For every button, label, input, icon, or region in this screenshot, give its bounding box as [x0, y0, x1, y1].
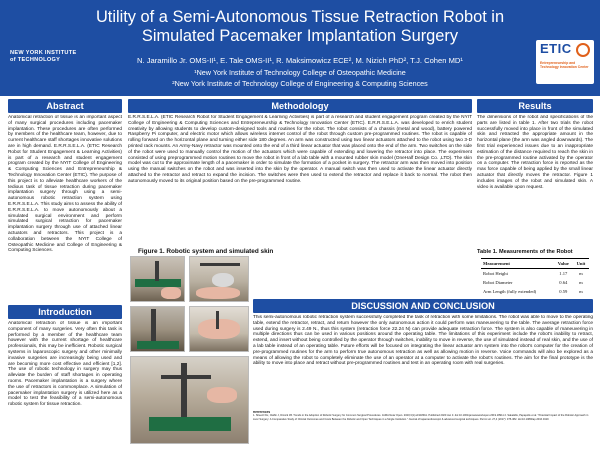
- robot-actuator: [155, 261, 159, 281]
- skin-model: [196, 287, 240, 299]
- methodology-heading: Methodology: [128, 99, 472, 113]
- robot-photo-2: [189, 256, 249, 302]
- abstract-text: Anatomical retraction of tissue is an important aspect of many surgical procedures including pacemaker implantation. These procedures are often performed by members of the healthcare team, however, due to current healthcare staff shortages innovative solutions are in high demand. E.R.R.S.E.L.A. (ETIC Research Robot for Student Engagement & Learning Activities) is part of a research and student engagement program created by the NYIT College of Engineering & Computing Sciences and Entrepreneurship & Technology Innovation Center (ETIC). The purpose of this project is to alleviate healthcare workers of the tedious task of tissue retraction during pacemaker implantation surgery through using a semi-autonomous robotic retraction system using E.R.R.S.E.L.A. This study aims to assess the ability of E.R.R.S.E.L.A. to move autonomously about a simulated surgical environment and perform simulated surgical retraction for pacemaker implantation surgery through use of attached linear actuators and retractors. This project is a collaboration between the NYIT College of Osteopathic Medicine and College of Engineering & Computing Sciences.: [8, 115, 122, 254]
- skin-model: [207, 387, 237, 403]
- etic-logo-mark: [576, 43, 590, 57]
- table-cell: Robot Diameter: [483, 280, 513, 285]
- etic-logo: [536, 40, 594, 84]
- logo-line-2: of TECHNOLOGY: [10, 57, 61, 63]
- poster-title: Utility of a Semi-Autonomous Tissue Retraction Robot in Simulated Pacemaker Implantation Surgery: [95, 8, 505, 45]
- operator-hand: [212, 273, 234, 287]
- table-cell: m: [579, 271, 583, 276]
- results-text: The dimensions of the robot and specifications of the parts are listed in table 1. After two trials the robot successfully moved into place in front of the simulated skin and retracted the appropriate amount in the horizontal plane (the arm was angled downwards). The first trial experienced issues due to an inappropriate estimation of the distance required to reach the skin in the pre-programmed routine activated by the operator on a computer. The retraction force is reported as the max force capable of being applied by the small linear actuator that directly moves the retractor. Figure 1 includes images of the robot and simulated skin. A video is available upon request.: [477, 115, 593, 190]
- table-row: [481, 269, 589, 279]
- results-heading: Results: [477, 99, 593, 113]
- introduction-text: Anatomical retraction of tissue is an important component of many surgeries. Very often this task is performed by a member of the healthcare team however with the current shortage of healthcare professionals, this may be inefficient. Robotic surgical systems in laparoscopic surgery and other minimally invasive surgeries are increasingly being used and are becoming more cost effective and efficient [1,2]. The use of robotic technology in surgery may thus alleviate the burden of staff shortages in operating rooms. Pacemaker implantation is a surgery where the use of retractors is commonplace. A simulation of pacemaker implantation surgery is utilized here as a model to test the feasibility of a semi-autonomous robotic system for tissue retraction.: [8, 321, 122, 408]
- table-cell: Arm Length (fully extended): [483, 289, 537, 294]
- author-list: N. Jaramillo Jr. OMS-II¹, E. Tale OMS-II¹, R. Maksimowicz ECE², M. Nizich PhD², T.J. Cohen MD¹: [137, 56, 463, 65]
- etic-logo-subtitle: Entrepreneurship and Technology Innovation Center: [540, 61, 589, 70]
- table-header-row: [481, 259, 589, 269]
- abstract-heading: Abstract: [8, 99, 122, 113]
- methodology-text: E.R.R.S.E.L.A. (ETIC Research Robot for Student Engagement & Learning Activities) is part of a research and student engagement program created by the NYIT College of Engineering & Computing Sciences and Entrepreneurship & Technology Innovation Center (ETIC). E.R.R.S.E.L.A. was developed to enrich student creativity by allowing students to develop custom-designed tools and routines for the robot. The robot consists of a chassis (metal and wood), battery powered Raspberry Pi computer, and electric motor which allows wireless internet control of the robot through custom pre-programmed routines. The robot is capable of rolling forward on the horizontal plane and turning either side 180 degrees. An arm was constructed using two linear actuators attached to the robot using two 3-D printed rack mounts. An Army-Navy retractor was mounted onto the end of a third linear actuator that was placed onto the end of the arm. Two switches on the side of the robot were used to manually control the motion of the actuators which were capable of extending and lowering the retractor into place. The experiment consisted of using preprogrammed motion routines to move the robot in front of a lab table with a mounted rubber skin model (OneHalf Design Co. ,LTD). The skin model was cut to the approximate length of a pacemaker in order to simulate the formation of a pocket in surgery. The retractor arm was then moved into position using the manual switches on the robot and was inserted into the skin by the operator. A manual switch was then used to activate the linear actuator directly attached to the retractor and retract to expand the incision. The switches were then used to extend the retractor and replace it back to normal. The robot then autonomously moved to its original position based on the pre-programmed routine.: [128, 115, 472, 184]
- introduction-heading: Introduction: [8, 305, 122, 319]
- retractor-blade: [216, 311, 219, 329]
- figure-1-caption: Figure 1. Robotic system and simulated skin: [138, 248, 274, 255]
- skin-model: [198, 319, 240, 339]
- table-header-cell: Unit: [576, 261, 586, 266]
- table-header-cell: Measurement: [483, 261, 510, 266]
- robot-photo-5: [130, 356, 249, 444]
- robot-actuator: [181, 363, 187, 419]
- discussion-heading: DISCUSSION AND CONCLUSION: [253, 299, 593, 313]
- references-text: 1. Sheetz KH, Claflin J, Dimick JB. Trends in the Adoption of Robotic Surgery for Common Surgical Procedures. JAMA Netw Open. 2020;3(1):e1918911. Published 2020 Jan 3. doi:10.1001/jamanetworkopen.2019.18911 2. Sakalidis, Papapolis et al. "Potential Impact of the Robotic Approach in Liver Surgery: A Comparative Study of Clinical Outcomes and Costs Between the Robotic and Open Techniques in a Single Institution." Journal of laparoendoscopic & advanced surgical techniques. Part A vol. 27,4 (2017): 375-382. doi:10.1089/lap.2016.0419: [253, 414, 589, 421]
- retractor-arm: [161, 375, 211, 379]
- table-row: [481, 278, 589, 287]
- table-cell: m: [579, 280, 583, 285]
- table-header-cell: Value: [557, 261, 569, 266]
- skin-model: [161, 287, 181, 299]
- robot-photo-4: [189, 306, 249, 352]
- robot-base: [137, 341, 179, 349]
- table-cell: 0.64: [559, 280, 568, 285]
- logo-line-1: NEW YORK INSTITUTE: [10, 50, 77, 56]
- robot-base: [149, 417, 231, 431]
- robot-photo-1: [130, 256, 185, 302]
- discussion-text: This semi-autonomous robotic retraction system successfully completed the task of retraction with some limitations. The robot was able to move to the operating table, extend the retractor, retract, and return however the only autonomous action it could perform was maneuvering to the table. The average retraction force used during surgery is 2.49 N., thus this system (retraction force 22.24 N) can provide adequate retraction force. The system is also capable of maneuvering in multiple directions thus can be used in various positions around the operating table. The limitations of this experiment include the robot's inability to retract, extend, and insert without being controlled by the operator through switches, inability to move in reverse, the use of simulated instead of real skin, and the use of a lab table instead of an operating table. Future efforts will be focused on integrating the linear actuator arm system into the robot's computer for the creation of pre-programmed routines for the arm to perform true autonomous retraction as well as allowing motion in reverse. Voice commands will also be explored as a means of allowing the robot to completely eliminate the use of an operator at a computer to activate the robot's routines. The aim for the final prototype is the ability to move into place and retract without pre-programmed routines and test in an operating room with real surgeries.: [253, 315, 593, 367]
- table-cell: Robot Height: [483, 271, 508, 276]
- references-title: References: [253, 411, 271, 414]
- table-cell: 0.59: [559, 289, 568, 294]
- etic-logo-word: ETIC: [540, 41, 572, 56]
- nyit-logo: [10, 50, 84, 70]
- table-cell: m: [579, 289, 583, 294]
- table-1-caption: Table 1. Measurements of the Robot: [477, 249, 573, 255]
- affiliation-1: ¹New York Institute of Technology College of Osteopathic Medicine: [194, 68, 406, 77]
- poster-header: [0, 0, 600, 96]
- affiliation-2: ²New York Institute of Technology College of Engineering & Computing Sciences: [172, 79, 428, 88]
- table-cell: 1.17: [559, 271, 568, 276]
- retractor-arm: [200, 263, 240, 266]
- robot-photo-3: [130, 306, 185, 352]
- table-row: [481, 287, 589, 296]
- references: [253, 411, 593, 445]
